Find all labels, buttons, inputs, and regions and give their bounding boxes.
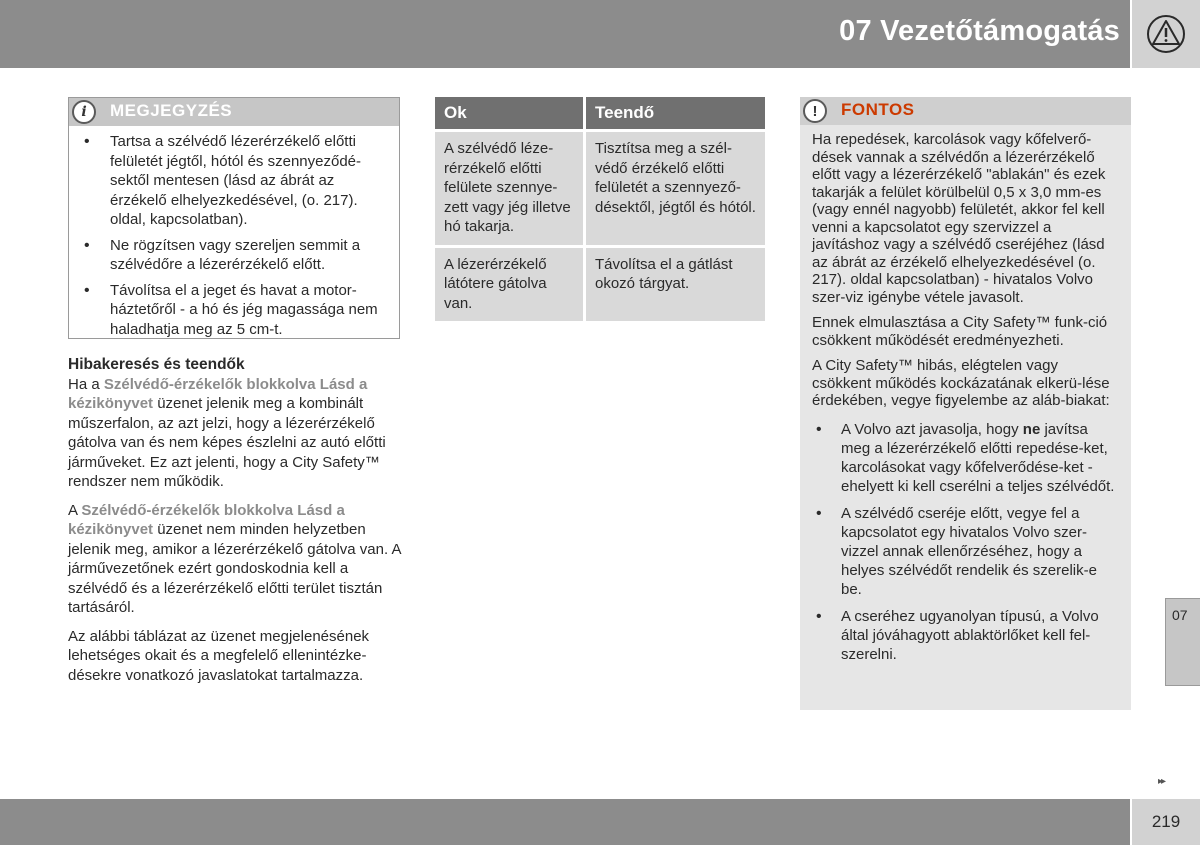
chapter-title: 07 Vezetőtámogatás [839,15,1120,47]
next-page-arrows-icon: ▸▸ [1158,776,1165,787]
header-icon-box [1132,0,1200,68]
list-item: • A szélvédő cseréje előtt, vegye fel a kapcsolatot egy hivatalos Volvo szer-vizzel annak ellenőrzéséhez, hogy a helyes szélvédőt rendelik és szerelik-e be. [816,504,1119,599]
paragraph-1: Ha a Szélvédő-érzékelők blokkolva Lásd a kézikönyvet üzenet jelenik meg a kombinált műszerfalon, az azt jelzi, hogy a lézerérzékelő gátolva van és nem képes észlelni az autó előtti járműveket. Ez azt jelenti, hogy a City Safety™ rendszer nem működik. [68,375,386,490]
note-header [69,98,399,126]
important-paragraph-1: Ha repedések, karcolások vagy kőfelverő-dések vannak a szélvédőn a lézerérzékelő előtt vagy a lézerérzékelő "ablakán" és ezek takarják a felület körülbelül 0,5 x 3,0 mm-es (vagy ennél nagyobb) felületét, akkor fel kell venni a kapcsolatot egy szervizzel a javításhoz vagy a szélvédő cseréjéhez (lásd az ábrát az érzékelő elhelyezkedésével (o. 217). oldal kapcsolatban) - hivatalos Volvo szer-viz igénybe vétele javasolt. [812,131,1106,306]
chapter-header [0,0,1130,68]
troubleshooting-section [68,355,403,694]
note-list [69,126,399,339]
section-heading: Hibakeresés és teendők [68,356,245,373]
list-item: • Ne rögzítsen vagy szereljen semmit a szélvédőre a lézerérzékelő előtt. [84,236,389,275]
note-label: MEGJEGYZÉS [110,101,233,120]
important-body [800,125,1131,664]
paragraph-3: Az alábbi táblázat az üzenet megjelenésének lehetséges okait és a megfelelő ellenintézke-désekre vonatkozó javaslatokat tartalmazza. [68,627,370,684]
important-list [812,418,1119,664]
cause-action-table [435,97,765,321]
info-icon: i [72,100,96,124]
table-header-row [435,97,765,129]
important-label: FONTOS [841,100,915,119]
exclamation-icon: ! [803,99,827,123]
important-box [800,97,1131,710]
table-cell: A szélvédő léze-rérzékelő előtti felülete szennye-zett vagy jég illetve hó takarja. [435,129,583,245]
paragraph-2: A Szélvédő-érzékelők blokkolva Lásd a kézikönyvet üzenet nem minden helyzetben jelenik meg, amikor a lézerérzékelő gátolva van. A járművezetőnek ezért gondoskodnia kell a szélvédő és a lézerérzékelő előtti terület tisztán tartásáról. [68,501,401,616]
table-cell: Tisztítsa meg a szél-védő érzékelő előtti felületét a szennyező-désektől, jégtől és hótól. [583,129,765,245]
table-cell: A lézerérzékelő látótere gátolva van. [435,245,583,322]
list-item: • Tartsa a szélvédő lézerérzékelő előtti felületét jégtől, hótól és szennyeződé-sektől mentesen (lásd az ábrát az érzékelő elhelyezkedésével, (o. 217). oldal, kapcsolatban). [84,132,389,230]
message-highlight: Szélvédő-érzékelők blokkolva Lásd a kézikönyvet [68,501,345,538]
footer-bar [0,799,1130,845]
column-header-action: Teendő [583,97,765,129]
list-item: • A Volvo azt javasolja, hogy ne javítsa meg a lézerérzékelő előtti repedése-ket, karcolásokat vagy kőfelverődése-ket - ehelyett ki kell cserélni a teljes szélvédőt. [816,420,1119,496]
warning-triangle-icon [1144,14,1188,54]
page-number: 219 [1132,799,1200,845]
table-row [435,245,765,322]
table-row [435,129,765,245]
important-header [800,97,1131,125]
important-paragraph-3: A City Safety™ hibás, elégtelen vagy csökkent működés kockázatának elkerü-lése érdekében, vegye figyelembe az aláb-biakat: [812,357,1110,409]
message-highlight: Szélvédő-érzékelők blokkolva Lásd a kézikönyvet [68,375,368,412]
table-cell: Távolítsa el a gátlást okozó tárgyat. [583,245,765,322]
column-header-cause: Ok [435,97,583,129]
list-item: • A cseréhez ugyanolyan típusú, a Volvo által jóváhagyott ablaktörlőket kell fel-szerelni. [816,607,1119,664]
important-paragraph-2: Ennek elmulasztása a City Safety™ funk-ció csökkent működését eredményezheti. [812,314,1108,349]
chapter-tab: 07 [1165,598,1200,686]
note-box [68,97,400,339]
list-item: • Távolítsa el a jeget és havat a motor-háztetőről - a hó és jég magassága nem haladhatja meg az 5 cm-t. [84,281,389,340]
